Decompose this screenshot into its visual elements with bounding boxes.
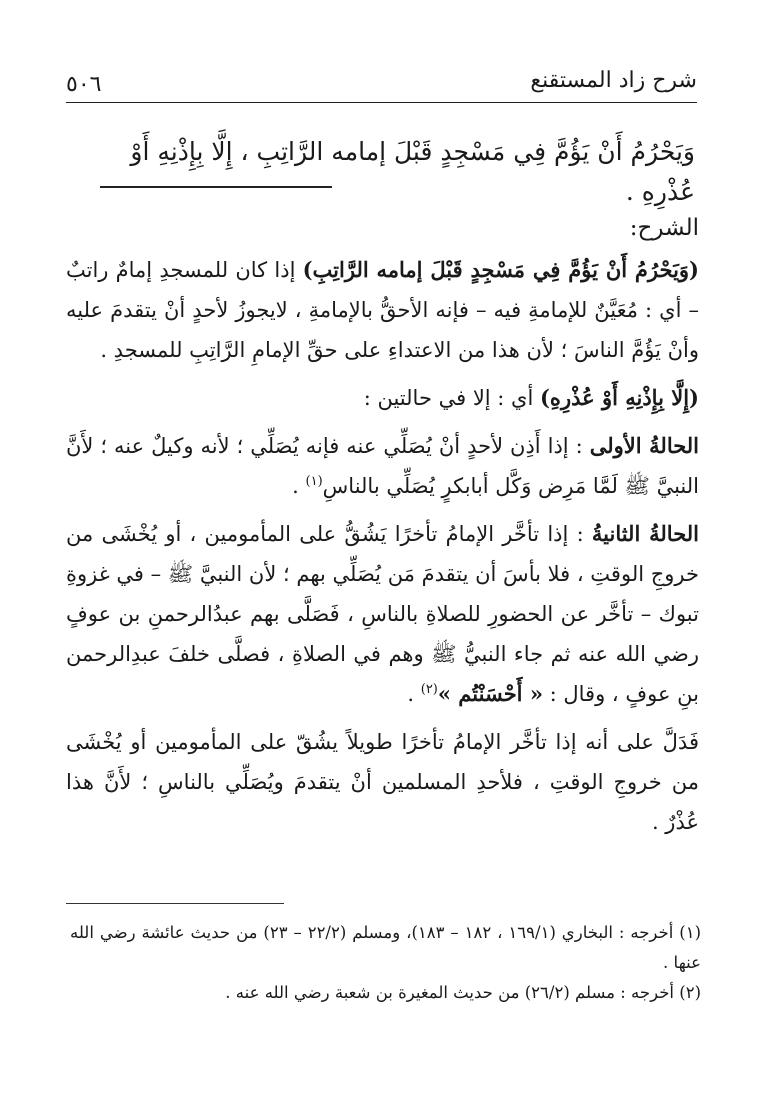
matn-divider (100, 186, 332, 188)
paragraph-3-end: . (292, 474, 306, 498)
paragraph-4-text: : إذا تأخَّر الإمامُ تأخرًا يَشُقُّ على المأمومين ، أو يُخْشَى من خروجِ الوقتِ ، فلا بأسَ أن يتقدمَ مَن يُصَلِّي بهم ؛ لأن النبيَّ ﷺ – في غزوةِ تبوك – تأخَّر عن الحضورِ للصلاةِ بالناسِ ، فَصَلَّى بهم عبدُالرحمنِ بن عوفٍ رضي الله عنه ثم جاء النبيُّ ﷺ وهم في الصلاةِ ، فصلَّى خلفَ عبدِالرحمن بنِ عوفٍ ، وقال : (66, 522, 699, 706)
paragraph-2-quote: (إِلَّا بِإِذْنِهِ أَوْ عُذْرِهِ) (540, 385, 699, 410)
paragraph-2-text: أي : إلا في حالتين : (363, 386, 540, 410)
paragraph-3-text: : إذا أَذِن لأحدٍ أنْ يُصَلِّي عنه فإنه يُصَلِّي ؛ لأنه وكيلٌ عنه ؛ لأَنَّ النبيَّ ﷺ لَمَّا مَرِض وَكَّل أبابكرٍ يُصَلِّي بالناسِ (66, 434, 699, 498)
paragraph-3 (66, 426, 699, 506)
paragraph-1-quote: (وَيَحْرُمُ أَنْ يَؤُمَّ فِي مَسْجِدٍ قَبْلَ إمامه الرَّاتِبِ) (302, 257, 699, 282)
case-one-label: الحالةُ الأولى (589, 433, 700, 458)
case-two-label: الحالةُ الثانيةُ (591, 521, 699, 546)
commentary-heading: الشرح: (629, 215, 699, 241)
paragraph-1 (66, 250, 699, 370)
footnote-divider (66, 903, 284, 904)
paragraph-5 (66, 722, 699, 842)
matn-text: وَيَحْرُمُ أَنْ يَؤُمَّ فِي مَسْجِدٍ قَبْلَ إمامه الرَّاتِبِ ، إِلَّا بِإِذْنِهِ أَوْ عُذْرِهِ . (130, 137, 695, 206)
page-number: ٥٠٦ (66, 72, 102, 97)
page-header (66, 62, 697, 103)
paragraph-1-text: إذا كان للمسجدِ إمامٌ راتبٌ – أي : مُعَيَّنٌ للإمامةِ فيه – فإنه الأحقُّ بالإمامةِ ، لايجوزُ لأحدٍ أنْ يتقدمَ عليه وأنْ يَؤُمَّ الناسَ ؛ لأن هذا من الاعتداءِ على حقِّ الإمامِ الرَّاتِبِ للمسجدِ . (66, 258, 699, 362)
running-title: شرح زاد المستقنع (530, 68, 697, 93)
commentary (66, 206, 699, 842)
paragraph-4-end: . (407, 682, 421, 706)
footnotes (70, 918, 701, 1008)
hadith-quote: « أَحْسَنْتُم » (437, 681, 543, 706)
footnote-1: (١) أخرجه : البخاري (١٦٩/١ ، ١٨٢ – ١٨٣)، ومسلم (٢٢/٢ – ٢٣) من حديث عائشة رضي الله عنها . (70, 923, 701, 972)
footnote-ref-2[interactable]: (٢) (420, 682, 438, 697)
footnote-ref-1[interactable]: (١) (305, 474, 323, 489)
paragraph-2 (66, 378, 699, 418)
paragraph-4 (66, 514, 699, 714)
footnote-2: (٢) أخرجه : مسلم (٢٦/٢) من حديث المغيرة بن شعبة رضي الله عنه . (225, 983, 701, 1002)
paragraph-5-text: فَدَلَّ على أنه إذا تأخَّر الإمامُ تأخرًا طويلاً يشُقّ على المأمومين أو يُخْشَى من خروجِ الوقتِ ، فلأحدِ المسلمين أنْ يتقدمَ ويُصَلِّي بالناسِ ؛ لأَنَّ هذا عُذْرٌ . (66, 730, 699, 834)
